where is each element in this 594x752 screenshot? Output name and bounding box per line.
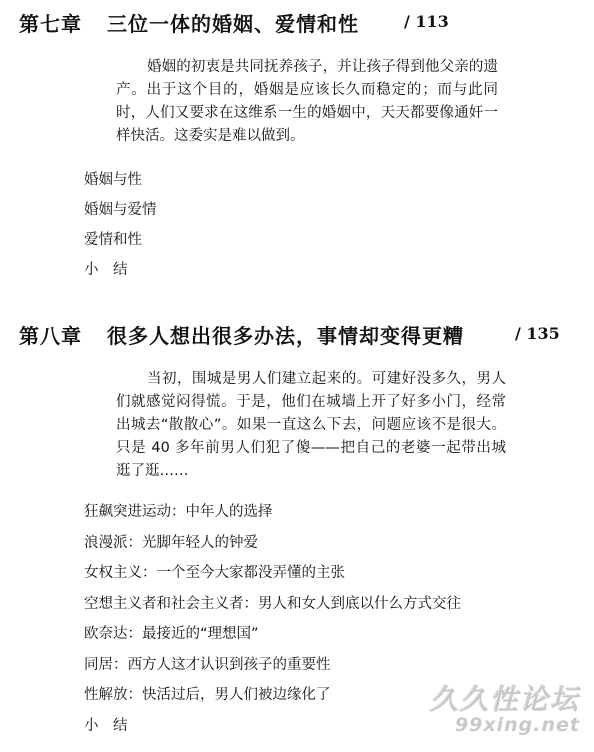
toc-section-item[interactable]: 爱情和性 <box>84 232 142 248</box>
chapter-8-header <box>0 318 594 348</box>
toc-section-item[interactable]: 小 结 <box>84 717 128 734</box>
toc-section-item[interactable]: 婚姻与性 <box>84 172 142 188</box>
chapter-7-number: 第七章 <box>19 12 82 36</box>
chapter-7-header <box>0 6 594 36</box>
toc-section-item[interactable]: 空想主义者和社会主义者：男人和女人到底以什么方式交往 <box>84 595 461 612</box>
site-watermark <box>429 683 580 736</box>
chapter-7-section-list <box>84 170 157 290</box>
chapter-8-number: 第八章 <box>19 324 82 348</box>
toc-section-item[interactable]: 性解放：快活过后，男人们被边缘化了 <box>84 687 331 703</box>
toc-section-item[interactable]: 婚姻与爱情 <box>84 202 157 218</box>
chapter-8-section-list <box>84 502 461 746</box>
toc-section-item[interactable]: 欧奈达：最接近的“理想国” <box>84 626 259 642</box>
toc-section-item[interactable]: 狂飙突进运动：中年人的选择 <box>84 504 273 520</box>
chapter-8-intro: 当初，围城是男人们建立起来的。可建好没多久，男人们就感觉闷得慌。于是，他们在城墙上开了好多小门，经常出城去“散散心”。如果一直这么下去，问题应该不是很大。只是 40 多年前男人们犯了傻——把自己的老婆一起带出城逛了逛…… <box>116 370 506 479</box>
chapter-7 <box>0 6 594 278</box>
toc-section-item[interactable]: 小 结 <box>84 262 128 278</box>
watermark-url: 99xing.net <box>454 714 580 736</box>
chapter-7-intro: 婚姻的初衷是共同抚养孩子，并让孩子得到他父亲的遗产。出于这个目的，婚姻是应该长久而稳定的；而与此同时，人们又要求在这维系一生的婚姻中，天天都要像通奸一样快活。这委实是难以做到。 <box>116 58 498 144</box>
chapter-8-page-number: / 135 <box>515 324 560 343</box>
chapter-7-title[interactable]: 三位一体的婚姻、爱情和性 <box>107 12 359 36</box>
toc-section-item[interactable]: 浪漫派：光脚年轻人的钟爱 <box>84 534 258 551</box>
watermark-text: 久久性论坛 <box>429 683 580 716</box>
chapter-7-page-number: / 113 <box>404 12 449 31</box>
toc-section-item[interactable]: 同居：西方人这才认识到孩子的重要性 <box>84 656 331 673</box>
chapter-8-title[interactable]: 很多人想出很多办法，事情却变得更糟 <box>107 324 464 348</box>
toc-section-item[interactable]: 女权主义：一个至今大家都没弄懂的主张 <box>84 565 345 581</box>
